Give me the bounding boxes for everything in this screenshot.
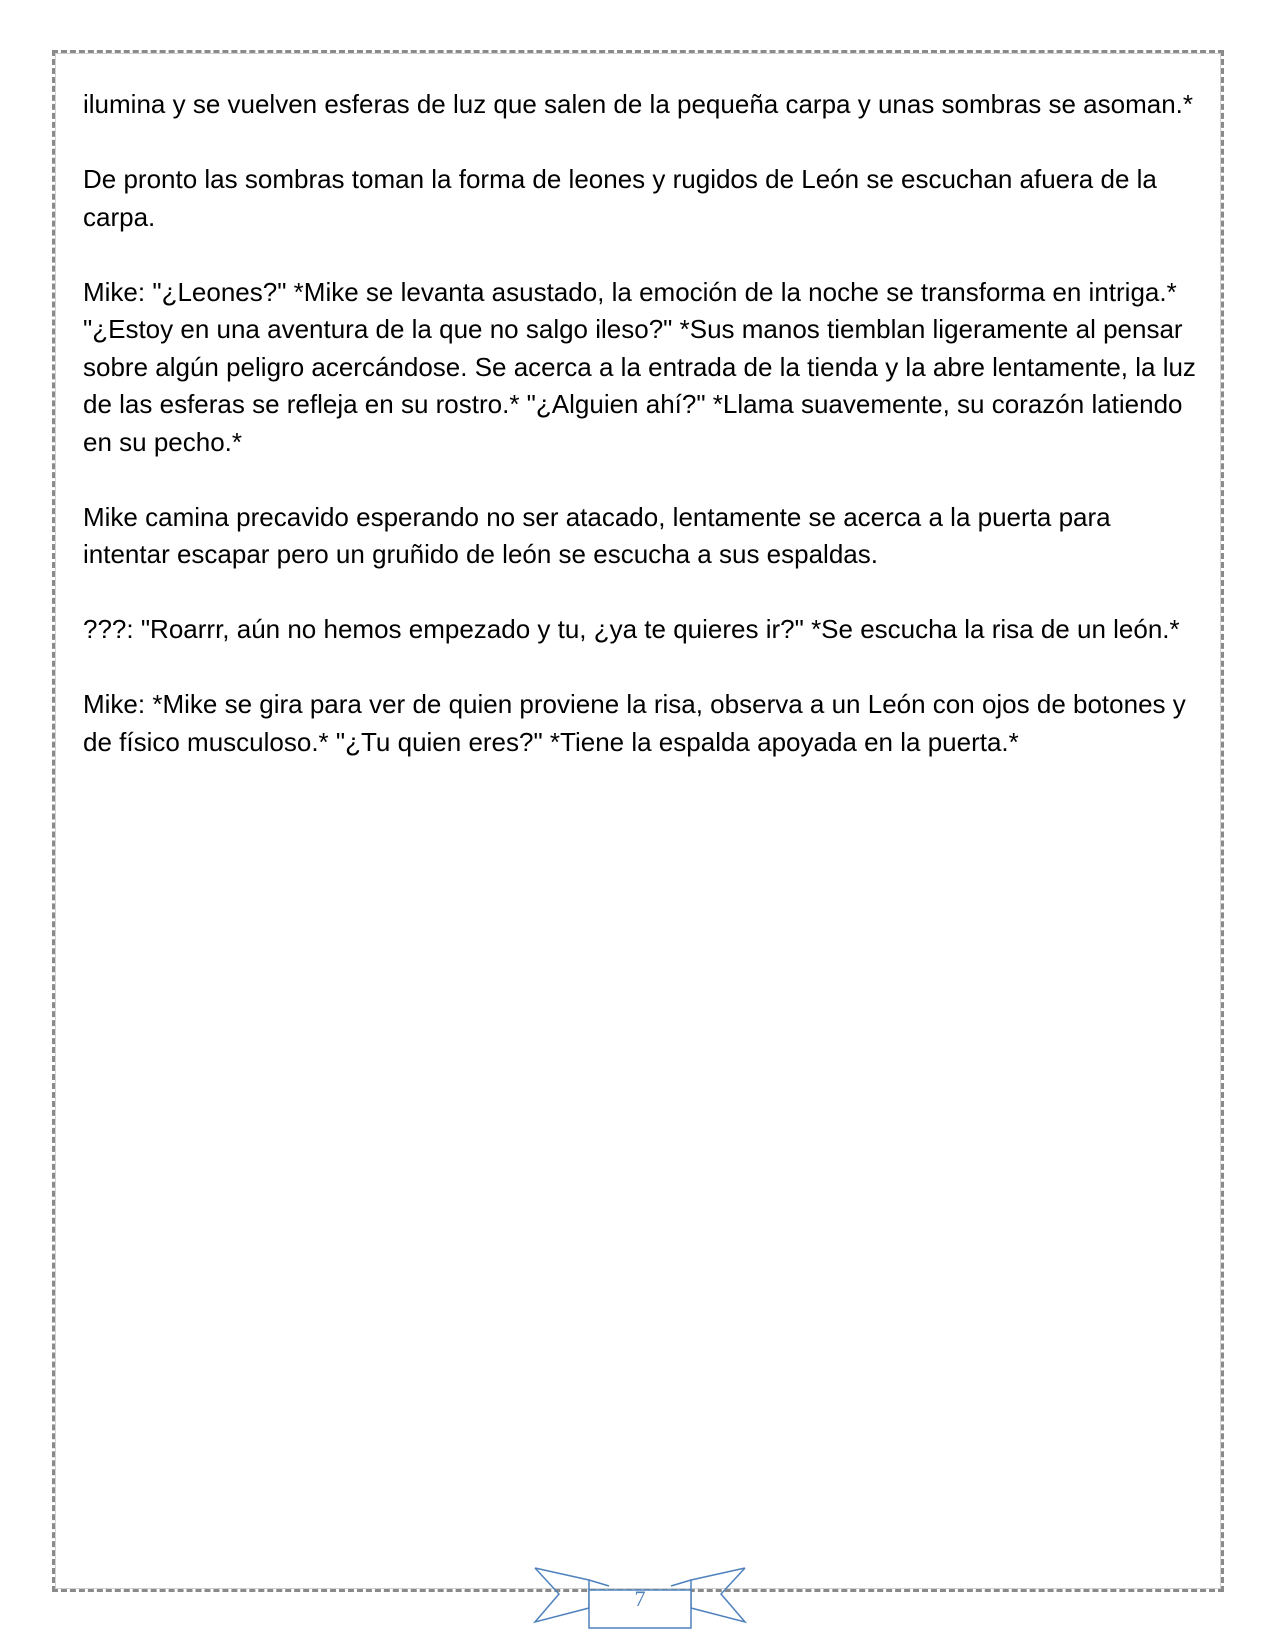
document-body [83,86,1203,799]
paragraph-4: Mike camina precavido esperando no ser atacado, lentamente se acerca a la puerta para intentar escapar pero un gruñido de león se escucha a sus espaldas. [83,501,1111,569]
paragraph-6: Mike: *Mike se gira para ver de quien proviene la risa, observa a un León con ojos de botones y de físico musculoso.* "¿Tu quien eres?" *Tiene la espalda apoyada en la puerta.* [83,689,1186,757]
paragraph-5: ???: "Roarrr, aún no hemos empezado y tu, ¿ya te quieres ir?" *Se escucha la risa de un león.* [83,614,1180,644]
paragraph-3: Mike: "¿Leones?" *Mike se levanta asustado, la emoción de la noche se transforma en intriga.* "¿Estoy en una aventura de la que no salgo ileso?" *Sus manos tiemblan ligeramente al pensar sobre algún peligro acercándose. Se acerca a la entrada de la tienda y la abre lentamente, la luz de las esferas se refleja en su rostro.* "¿Alguien ahí?" *Llama suavemente, su corazón latiendo en su pecho.* [83,276,1196,457]
paragraph-1: ilumina y se vuelven esferas de luz que salen de la pequeña carpa y unas sombras se asoman.* [83,89,1193,119]
paragraph-2: De pronto las sombras toman la forma de leones y rugidos de León se escuchan afuera de la carpa. [83,164,1157,232]
page-number: 7 [634,1586,646,1611]
